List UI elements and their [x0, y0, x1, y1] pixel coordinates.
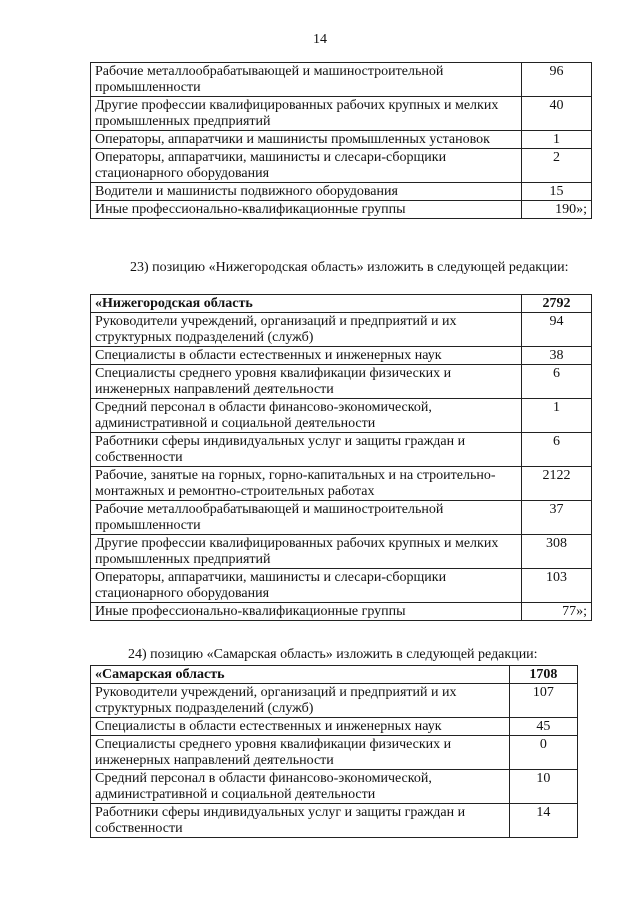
table-row: [91, 433, 592, 467]
occupation-label: Руководители учреждений, организаций и предприятий и их структурных подразделений (служб): [91, 684, 510, 718]
table-row: [91, 313, 592, 347]
table-samara: [90, 665, 578, 838]
table-row: [91, 770, 578, 804]
occupation-label: Средний персонал в области финансово-экономической, административной и социальной деятельности: [91, 399, 522, 433]
table-row: [91, 501, 592, 535]
table-row: [91, 63, 592, 97]
paragraph-24: 24) позицию «Самарская область» изложить в следующей редакции:: [128, 647, 538, 662]
table-row: [91, 365, 592, 399]
occupation-count: 6: [521, 433, 591, 467]
table-row: [91, 149, 592, 183]
region-name: «Нижегородская область: [91, 295, 522, 313]
table-header-row: [91, 666, 578, 684]
table-row: [91, 183, 592, 201]
occupation-label: Работники сферы индивидуальных услуг и защиты граждан и собственности: [91, 804, 510, 838]
table-row: [91, 736, 578, 770]
table-row: [91, 603, 592, 621]
table-row: [91, 131, 592, 149]
occupation-label: Водители и машинисты подвижного оборудования: [91, 183, 522, 201]
occupation-count: 308: [521, 535, 591, 569]
occupation-label: Иные профессионально-квалификационные группы: [91, 603, 522, 621]
table-row: [91, 467, 592, 501]
occupation-count: 15: [521, 183, 591, 201]
table-row: [91, 535, 592, 569]
occupation-count: 107: [509, 684, 577, 718]
table-row: [91, 97, 592, 131]
occupation-label: Специалисты в области естественных и инженерных наук: [91, 347, 522, 365]
paragraph-23: 23) позицию «Нижегородская область» изложить в следующей редакции:: [130, 260, 569, 275]
occupation-label: Рабочие металлообрабатывающей и машиностроительной промышленности: [91, 63, 522, 97]
table-nizhny-novgorod: [90, 294, 592, 621]
occupation-label: Специалисты среднего уровня квалификации физических и инженерных направлений деятельности: [91, 736, 510, 770]
occupation-label: Руководители учреждений, организаций и предприятий и их структурных подразделений (служб): [91, 313, 522, 347]
occupation-label: Специалисты в области естественных и инженерных наук: [91, 718, 510, 736]
occupation-count: 6: [521, 365, 591, 399]
occupation-label: Другие профессии квалифицированных рабочих крупных и мелких промышленных предприятий: [91, 535, 522, 569]
occupation-label: Средний персонал в области финансово-экономической, административной и социальной деятельности: [91, 770, 510, 804]
occupation-count: 37: [521, 501, 591, 535]
region-name: «Самарская область: [91, 666, 510, 684]
occupation-label: Рабочие металлообрабатывающей и машиностроительной промышленности: [91, 501, 522, 535]
table-row: [91, 201, 592, 219]
occupation-count: 0: [509, 736, 577, 770]
table-row: [91, 569, 592, 603]
occupation-label: Другие профессии квалифицированных рабочих крупных и мелких промышленных предприятий: [91, 97, 522, 131]
occupation-count: 2: [521, 149, 591, 183]
region-total: 1708: [509, 666, 577, 684]
occupation-count: 40: [521, 97, 591, 131]
occupation-count: 14: [509, 804, 577, 838]
table-header-row: [91, 295, 592, 313]
occupation-count: 1: [521, 131, 591, 149]
occupation-count: 94: [521, 313, 591, 347]
region-total: 2792: [521, 295, 591, 313]
occupation-label: Специалисты среднего уровня квалификации физических и инженерных направлений деятельности: [91, 365, 522, 399]
table-row: [91, 684, 578, 718]
table-continuation: [90, 62, 592, 219]
table-row: [91, 399, 592, 433]
occupation-count: 45: [509, 718, 577, 736]
occupation-label: Операторы, аппаратчики, машинисты и слесари-сборщики стационарного оборудования: [91, 149, 522, 183]
occupation-count: 103: [521, 569, 591, 603]
page-number: 14: [313, 32, 327, 47]
occupation-count: 96: [521, 63, 591, 97]
occupation-label: Рабочие, занятые на горных, горно-капитальных и на строительно-монтажных и ремонтно-строительных работах: [91, 467, 522, 501]
occupation-label: Операторы, аппаратчики и машинисты промышленных установок: [91, 131, 522, 149]
table-row: [91, 718, 578, 736]
occupation-count: 38: [521, 347, 591, 365]
occupation-count: 77»;: [521, 603, 591, 621]
table-row: [91, 347, 592, 365]
occupation-label: Операторы, аппаратчики, машинисты и слесари-сборщики стационарного оборудования: [91, 569, 522, 603]
occupation-count: 2122: [521, 467, 591, 501]
occupation-count: 190»;: [521, 201, 591, 219]
table-row: [91, 804, 578, 838]
occupation-count: 1: [521, 399, 591, 433]
occupation-count: 10: [509, 770, 577, 804]
occupation-label: Работники сферы индивидуальных услуг и защиты граждан и собственности: [91, 433, 522, 467]
occupation-label: Иные профессионально-квалификационные группы: [91, 201, 522, 219]
